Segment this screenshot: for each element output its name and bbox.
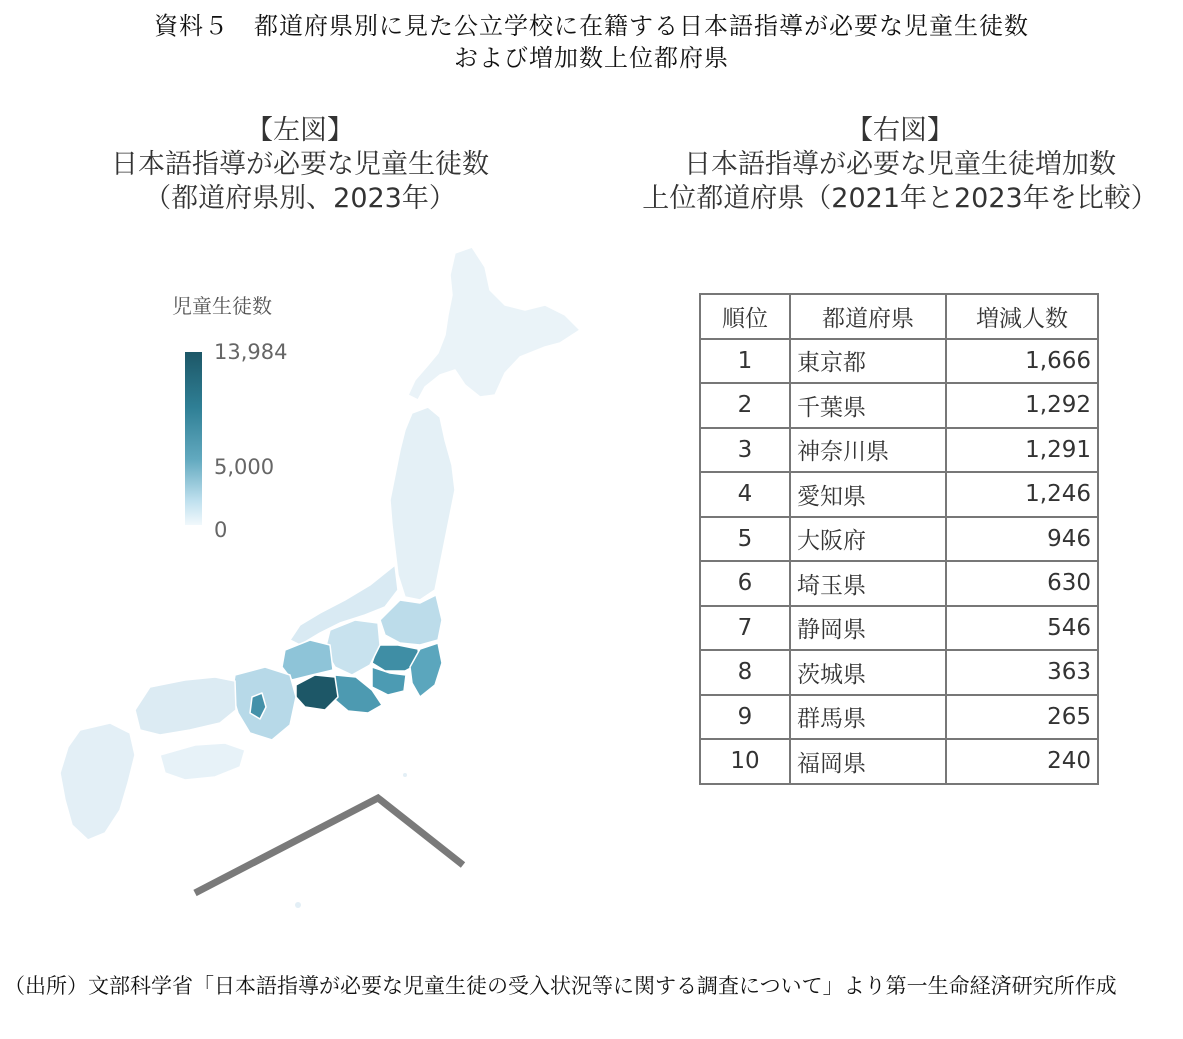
prefecture-cell: 福岡県 (790, 739, 946, 784)
table-header-prefecture: 都道府県 (790, 294, 946, 339)
table-row (700, 606, 1098, 651)
right-figure-title-line1: 日本語指導が必要な児童生徒増加数 (684, 149, 1116, 180)
rank-cell: 6 (700, 561, 790, 606)
prefecture-cell: 群馬県 (790, 695, 946, 740)
legend-color-scale (185, 352, 202, 525)
left-figure-title (60, 114, 540, 216)
prefecture-cell: 愛知県 (790, 472, 946, 517)
rank-cell: 10 (700, 739, 790, 784)
ranking-table (699, 293, 1099, 785)
table-row (700, 339, 1098, 384)
table-row (700, 650, 1098, 695)
prefecture-cell: 埼玉県 (790, 561, 946, 606)
table-row (700, 472, 1098, 517)
prefecture-cell: 静岡県 (790, 606, 946, 651)
prefecture-cell: 茨城県 (790, 650, 946, 695)
legend-tick-max: 13,984 (214, 340, 288, 364)
change-value-cell: 630 (946, 561, 1098, 606)
table-body (700, 339, 1098, 784)
change-value-cell: 1,292 (946, 383, 1098, 428)
change-value-cell: 265 (946, 695, 1098, 740)
change-value-cell: 546 (946, 606, 1098, 651)
table-row (700, 561, 1098, 606)
change-value-cell: 240 (946, 739, 1098, 784)
main-title-line1: 資料５ 都道府県別に見た公立学校に在籍する日本語指導が必要な児童生徒数 (154, 12, 1029, 40)
table-row (700, 739, 1098, 784)
map-region-shikoku (160, 743, 245, 780)
change-value-cell: 1,291 (946, 428, 1098, 473)
change-value-cell: 363 (946, 650, 1098, 695)
map-region-islands (295, 902, 301, 908)
rank-cell: 7 (700, 606, 790, 651)
prefecture-cell: 東京都 (790, 339, 946, 384)
map-region-gifu (282, 640, 333, 680)
okinawa-inset-line (195, 798, 463, 893)
change-value-cell: 1,666 (946, 339, 1098, 384)
left-figure-title-line2: （都道府県別、2023年） (144, 183, 456, 214)
rank-cell: 4 (700, 472, 790, 517)
legend-tick-mid: 5,000 (214, 455, 275, 479)
left-figure-title-line1: 日本語指導が必要な児童生徒数 (111, 149, 489, 180)
rank-cell: 5 (700, 517, 790, 562)
left-figure-label: 【左図】 (246, 115, 354, 146)
table-row (700, 428, 1098, 473)
table-row (700, 517, 1098, 562)
right-figure-label: 【右図】 (846, 115, 954, 146)
main-title-line2: および増加数上位都府県 (454, 44, 729, 72)
map-region-hokkaido (408, 247, 580, 400)
table-row (700, 383, 1098, 428)
map-region-tohoku (390, 407, 455, 600)
map-region-chugoku (135, 677, 236, 735)
prefecture-cell: 千葉県 (790, 383, 946, 428)
prefecture-cell: 大阪府 (790, 517, 946, 562)
change-value-cell: 946 (946, 517, 1098, 562)
rank-cell: 2 (700, 383, 790, 428)
right-figure-title (620, 114, 1180, 216)
change-value-cell: 1,246 (946, 472, 1098, 517)
rank-cell: 3 (700, 428, 790, 473)
table-header-row (700, 294, 1098, 339)
table-row (700, 695, 1098, 740)
rank-cell: 1 (700, 339, 790, 384)
prefecture-cell: 神奈川県 (790, 428, 946, 473)
table-header-rank: 順位 (700, 294, 790, 339)
map-region-aichi (296, 675, 338, 710)
rank-cell: 9 (700, 695, 790, 740)
legend-tick-min: 0 (214, 518, 228, 542)
right-figure-title-line2: 上位都道府県（2021年と2023年を比較） (642, 183, 1158, 214)
map-region-kyushu (60, 723, 135, 840)
source-note: （出所）文部科学省「日本語指導が必要な児童生徒の受入状況等に関する調査について」より第一生命経済研究所作成 (4, 974, 1117, 998)
rank-cell: 8 (700, 650, 790, 695)
map-region-islands (403, 773, 407, 777)
legend-title: 児童生徒数 (172, 294, 272, 318)
japan-choropleth-map (0, 235, 600, 935)
table-header-change: 増減人数 (946, 294, 1098, 339)
